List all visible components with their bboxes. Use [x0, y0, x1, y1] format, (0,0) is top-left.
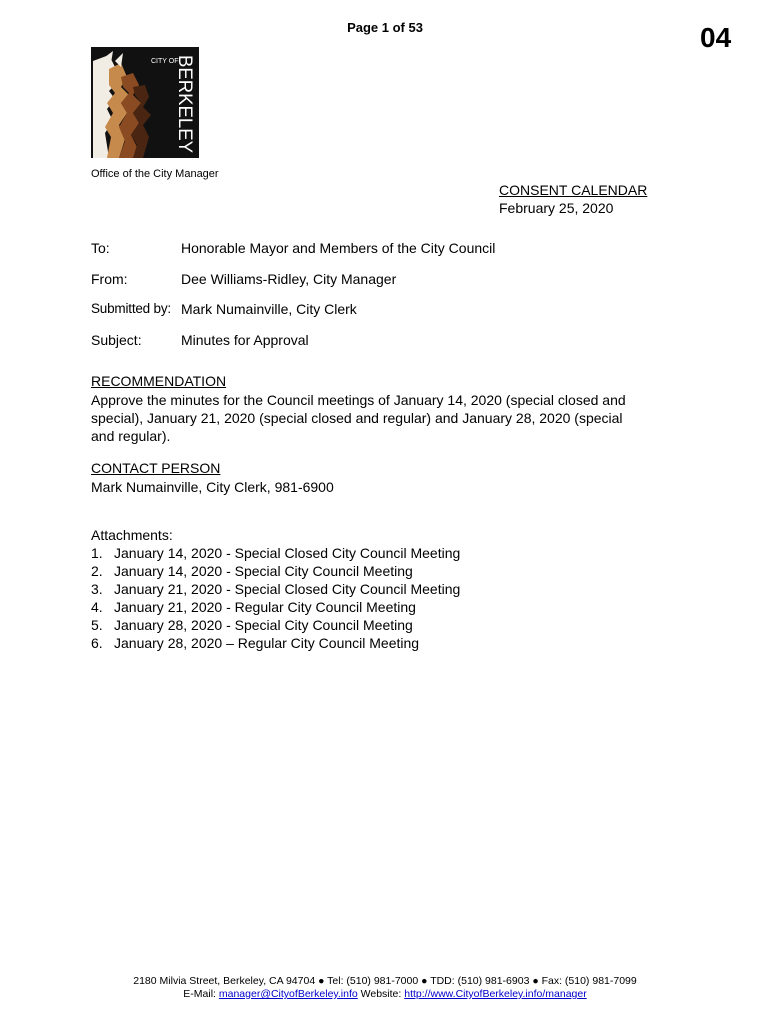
contact-heading: CONTACT PERSON [91, 460, 221, 476]
from-value: Dee Williams-Ridley, City Manager [181, 271, 397, 287]
recommendation-heading: RECOMMENDATION [91, 373, 227, 389]
city-of-berkeley-logo [91, 47, 199, 158]
website-label: Website: [360, 988, 402, 1000]
email-label: E-Mail: [183, 988, 216, 1000]
calendar-date: February 25, 2020 [499, 200, 614, 216]
recommendation-line: special), January 21, 2020 (special closed and regular) and January 28, 2020 (special [91, 410, 623, 426]
contact-text: Mark Numainville, City Clerk, 981-6900 [91, 479, 334, 495]
recommendation-line: Approve the minutes for the Council meetings of January 14, 2020 (special closed and [91, 392, 626, 408]
to-label: To: [91, 240, 110, 256]
attachment-item: 6. January 28, 2020 – Regular City Council Meeting [91, 635, 420, 651]
subject-label: Subject: [91, 332, 142, 348]
footer-address: 2180 Milvia Street, Berkeley, CA 94704 ● Tel: (510) 981-7000 ● TDD: (510) 981-6903 ● Fax: (510) 981-7099 [133, 975, 637, 987]
calendar-block [499, 181, 647, 217]
logo-city-of-text: CITY OF [151, 58, 179, 65]
from-label: From: [91, 271, 128, 287]
submitted-label: Submitted by: [91, 301, 171, 316]
attachments-title: Attachments: [91, 527, 173, 543]
attachments-list [91, 544, 460, 652]
to-value: Honorable Mayor and Members of the City Council [181, 240, 496, 256]
attachment-item: 4. January 21, 2020 - Regular City Council Meeting [91, 599, 416, 615]
recommendation-text [91, 391, 681, 445]
footer [0, 975, 770, 1001]
attachment-item: 2. January 14, 2020 - Special City Council Meeting [91, 563, 413, 579]
office-name: Office of the City Manager [91, 168, 219, 180]
footer-contact-line [0, 988, 770, 1001]
recommendation-line: and regular). [91, 428, 171, 444]
subject-value: Minutes for Approval [181, 332, 309, 348]
email-link[interactable]: manager@CityofBerkeley.info [218, 988, 358, 1000]
website-link[interactable]: http://www.CityofBerkeley.info/manager [404, 988, 587, 1000]
submitted-value: Mark Numainville, City Clerk [181, 301, 357, 317]
attachment-item: 1. January 14, 2020 - Special Closed City Council Meeting [91, 545, 461, 561]
agenda-item-number: 04 [700, 22, 732, 53]
page-label: Page 1 of 53 [347, 20, 423, 35]
calendar-type: CONSENT CALENDAR [499, 182, 648, 198]
attachment-item: 3. January 21, 2020 - Special Closed City Council Meeting [91, 581, 461, 597]
logo-berkeley-text: BERKELEY [174, 55, 195, 156]
attachment-item: 5. January 28, 2020 - Special City Council Meeting [91, 617, 413, 633]
